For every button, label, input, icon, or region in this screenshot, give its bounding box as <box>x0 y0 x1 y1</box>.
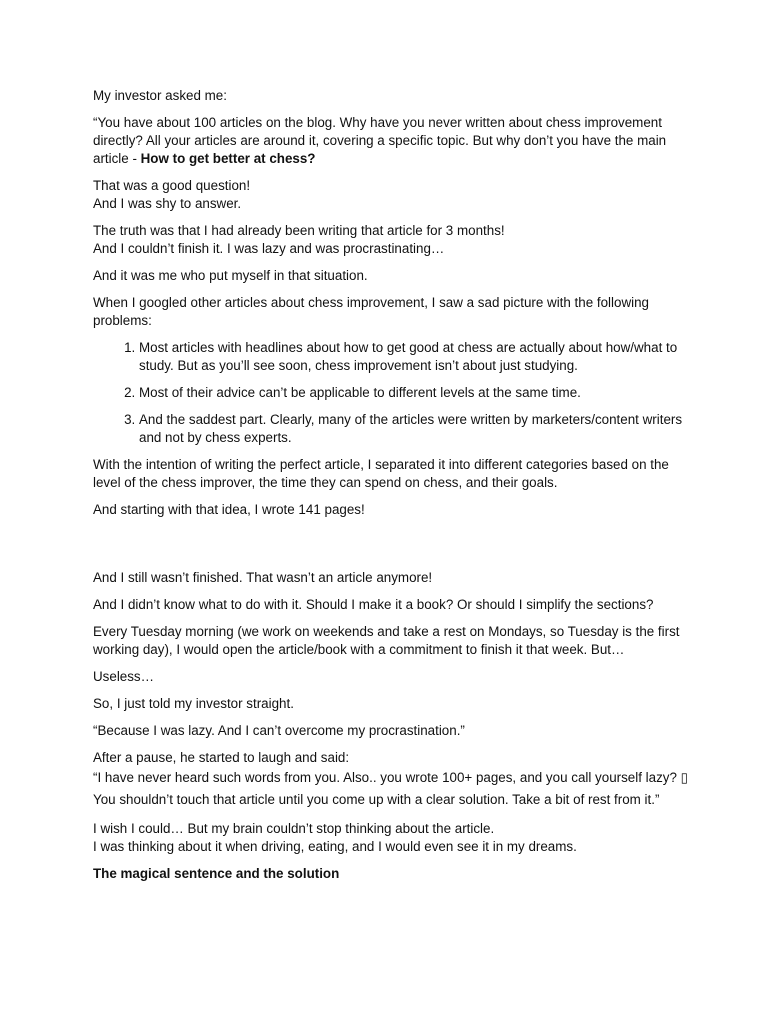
paragraph: And it was me who put myself in that situation. <box>93 268 368 283</box>
paragraph <box>93 177 693 213</box>
text-line: And I couldn’t finish it. I was lazy and was procrastinating… <box>93 241 445 256</box>
paragraph <box>93 222 693 258</box>
quote-text: “I have never heard such words from you. Also.. you wrote 100+ pages, and you call yourself lazy? ▯ You shouldn’t touch that article until you come up with a clear solution. Take a bit of rest from it.” <box>93 770 689 807</box>
paragraph: When I googled other articles about chess improvement, I saw a sad picture with the following problems: <box>93 295 649 328</box>
paragraph: And I didn’t know what to do with it. Should I make it a book? Or should I simplify the sections? <box>93 597 654 612</box>
document-body <box>93 87 693 892</box>
list-item: 3. And the saddest part. Clearly, many of the articles were written by marketers/content writers and not by chess experts. <box>139 411 693 447</box>
problems-list <box>93 339 693 447</box>
paragraph: Every Tuesday morning (we work on weekends and take a rest on Mondays, so Tuesday is the first working day), I would open the article/book with a commitment to finish it that week. But… <box>93 624 680 657</box>
paragraph: Useless… <box>93 669 155 684</box>
paragraph: And starting with that idea, I wrote 141 pages! <box>93 502 365 517</box>
paragraph: And I still wasn’t finished. That wasn’t an article anymore! <box>93 570 433 585</box>
text-line: I was thinking about it when driving, eating, and I would even see it in my dreams. <box>93 839 577 854</box>
text-line: After a pause, he started to laugh and said: <box>93 750 350 765</box>
paragraph: So, I just told my investor straight. <box>93 696 294 711</box>
bold-text: How to get better at chess? <box>140 151 316 166</box>
paragraph <box>93 749 693 811</box>
paragraph-investor-question <box>93 114 693 168</box>
list-item: 2. Most of their advice can’t be applicable to different levels at the same time. <box>139 384 693 402</box>
paragraph <box>93 820 693 856</box>
text-line: That was a good question! <box>93 178 251 193</box>
paragraph: My investor asked me: <box>93 88 227 103</box>
text-line: And I was shy to answer. <box>93 196 242 211</box>
paragraph: “Because I was lazy. And I can’t overcome my procrastination.” <box>93 723 465 738</box>
text-line: I wish I could… But my brain couldn’t stop thinking about the article. <box>93 821 495 836</box>
spacer <box>93 528 693 569</box>
text: “You have about 100 articles on the blog. Why have you never written about chess improvement directly? All your articles are around it, covering a specific topic. But why don’t you have the main article - <box>93 115 667 166</box>
section-heading: The magical sentence and the solution <box>93 866 340 881</box>
text-line: The truth was that I had already been writing that article for 3 months! <box>93 223 505 238</box>
paragraph: With the intention of writing the perfect article, I separated it into different categories based on the level of the chess improver, the time they can spend on chess, and their goals. <box>93 457 669 490</box>
list-item: 1. Most articles with headlines about how to get good at chess are actually about how/what to study. But as you’ll see soon, chess improvement isn’t about just studying. <box>139 339 693 375</box>
